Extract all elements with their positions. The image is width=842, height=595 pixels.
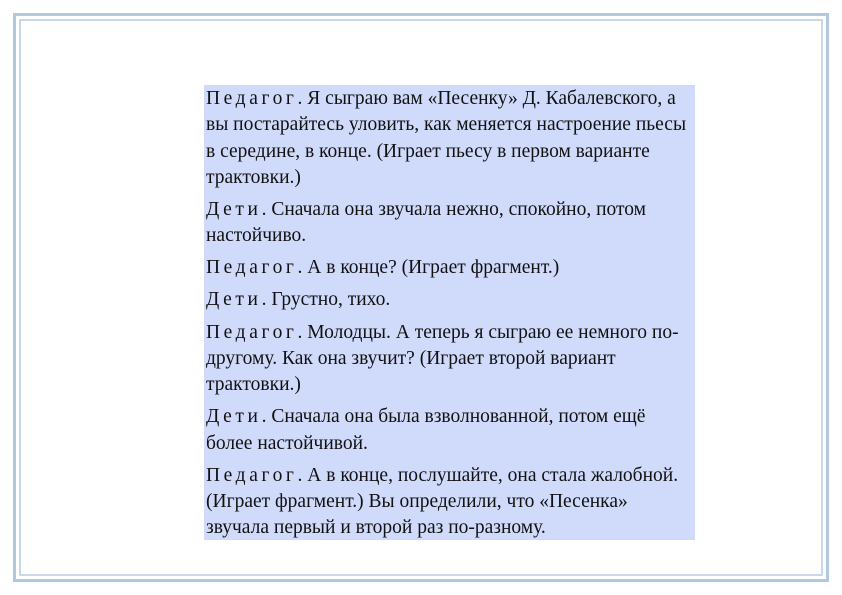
dialogue-line: . Я сыграю вам «Песенку» Д. Кабалевского, а вы постарайтесь уловить, как меняется настроение пьесы в середине, в конце. (Играет пьесу в первом варианте трактовки.) (206, 88, 687, 188)
dialogue-line: . Сначала она была взволнованной, потом ещё более настойчивой. (206, 406, 646, 454)
speaker-name: Педагог (206, 464, 298, 486)
dialogue-line: . Сначала она звучала нежно, спокойно, потом настойчиво. (206, 198, 646, 247)
dialogue-paragraph (206, 255, 693, 281)
dialogue-line: . Молодцы. А теперь я сыграю ее немного по-другому. Как она звучит? (Играет второй вариант трактовки.) (206, 321, 679, 396)
dialogue-line: . Грустно, тихо. (261, 289, 391, 311)
dialogue-text-box (204, 85, 695, 540)
speaker-name: Педагог (206, 321, 298, 343)
dialogue-line: . А в конце, послушайте, она стала жалобной. (Играет фрагмент.) Вы определили, что «Песенка» звучала первый и второй раз по-разному. (206, 464, 679, 539)
dialogue-paragraph (206, 463, 693, 542)
speaker-name: Дети (206, 198, 262, 220)
dialogue-paragraph (206, 320, 693, 399)
speaker-name: Дети (206, 406, 262, 428)
dialogue-paragraph (206, 404, 693, 457)
dialogue-paragraph (206, 197, 693, 250)
speaker-name: Педагог (206, 257, 298, 279)
dialogue-paragraph (206, 86, 693, 191)
dialogue-paragraph (206, 287, 693, 313)
dialogue-line: . А в конце? (Играет фрагмент.) (297, 257, 560, 279)
speaker-name: Педагог (206, 88, 298, 109)
speaker-name: Дети (206, 289, 262, 311)
